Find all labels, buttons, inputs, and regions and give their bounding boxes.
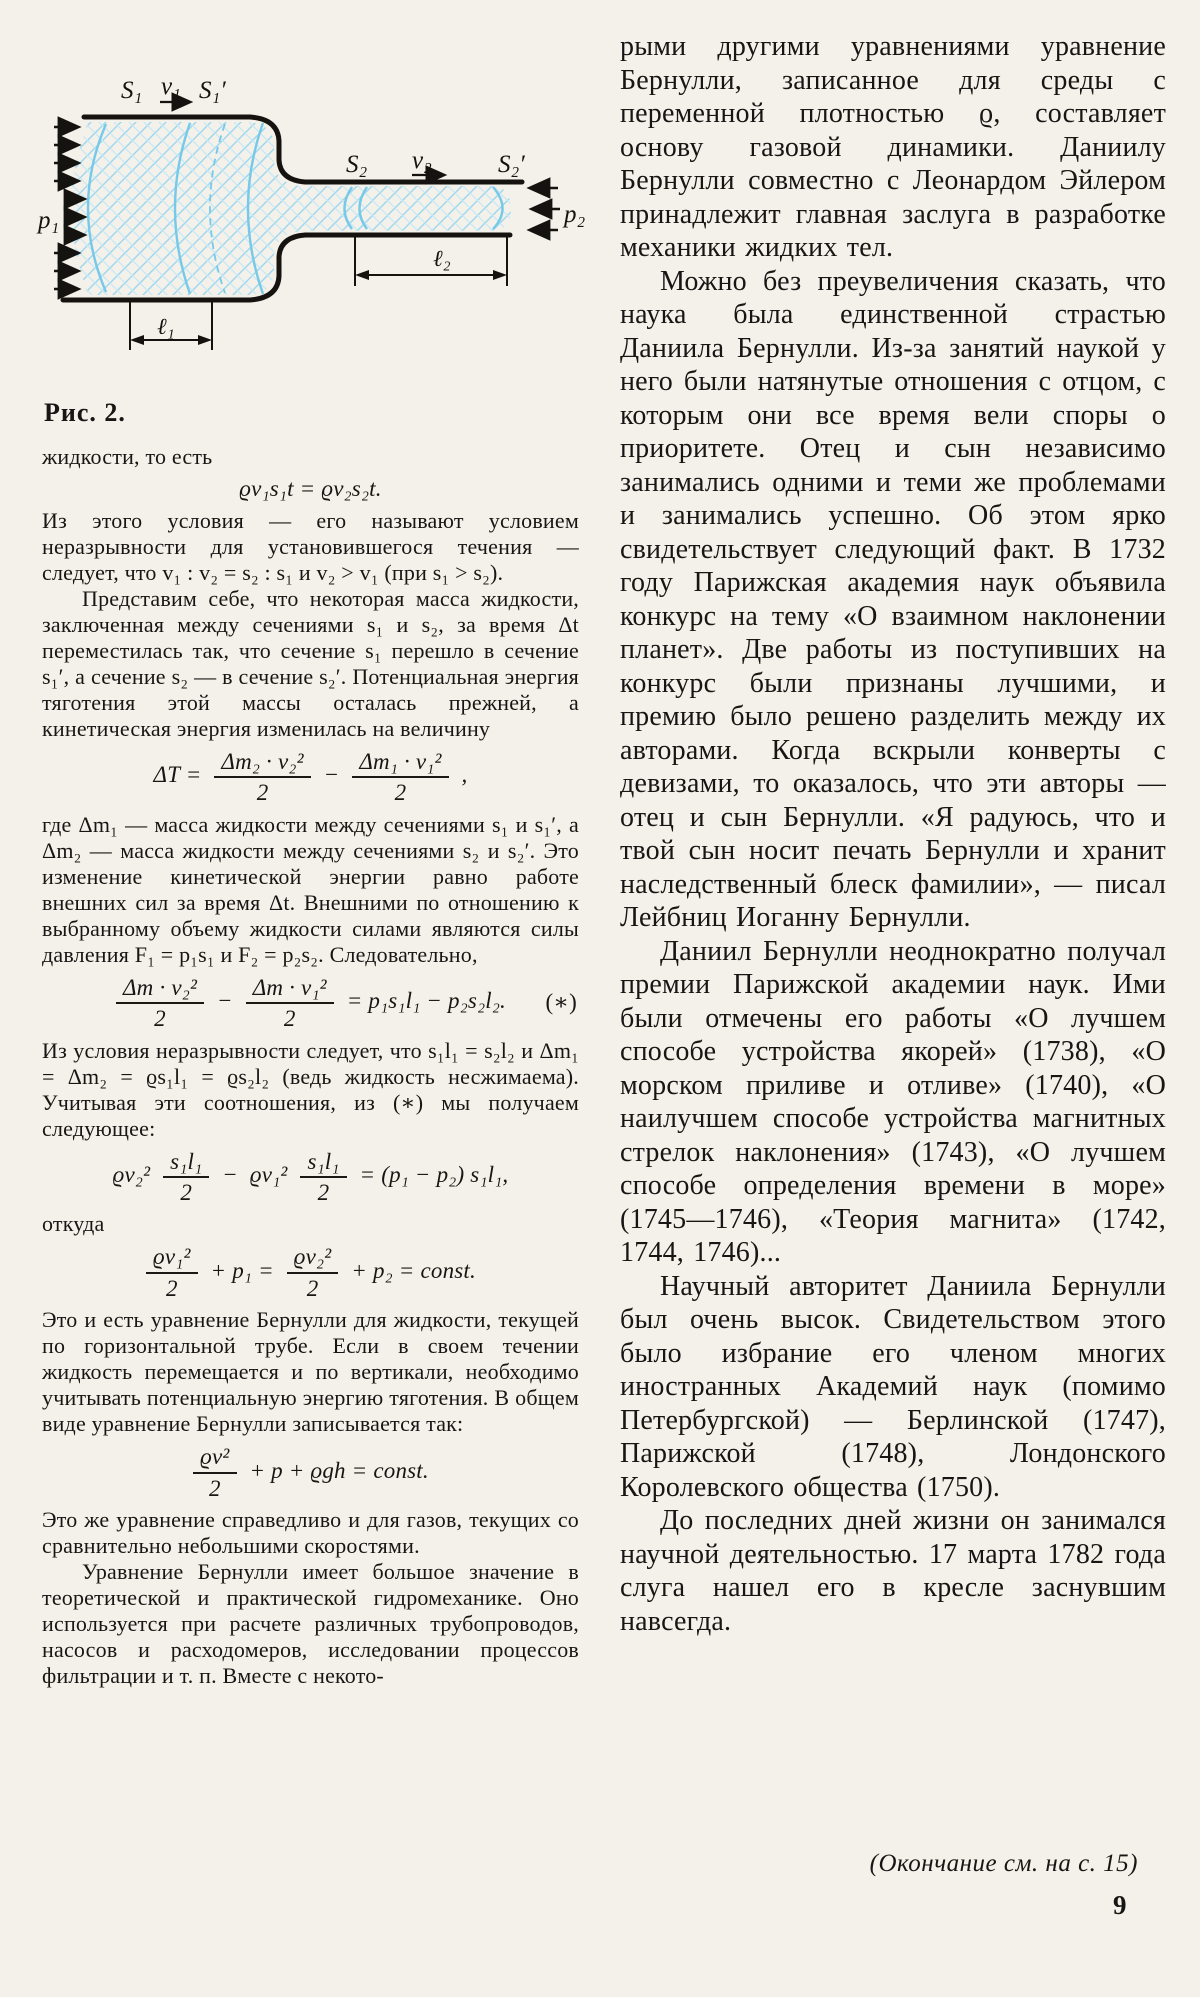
fraction: $\frac{\text{s₁l₁}}{2}$ (300, 1150, 346, 1205)
coefficient: ϱv₂² (112, 1162, 151, 1188)
coefficient: ϱv₁² (249, 1162, 288, 1188)
paragraph: Научный авторитет Даниила Бернулли был очень высок. Свидетельством этого было избрание его членом многих иностранных Академий наук (помимо Петербургской) — Берлинской (1747), Парижской (1748), Лондонского Королевского общества (1750). (620, 1270, 1166, 1503)
minus-sign: − (222, 1162, 238, 1188)
label-s1-prime: S₁′ (199, 77, 226, 104)
paragraph: Можно без преувеличения сказать, что наука была единственной страстью Даниила Бернулли. Из-за занятий наукой у него были натянутые отношения с отцом, с которым они все время вели споры о приоритете. Отец и сын независимо занимались одними и теми же проблемами и занимались успешно. Об этом ярко свидетельствует следующий факт. В 1732 году Парижская академия наук объявила конкурс на тему «О взаимном наклонении планет». Две работы из поступивших на конкурс были признаны лучшими, и премию было решено разделить между их авторами. Когда вскрыли конверты с девизами, то оказалось, что эти авторы — отец и сын Бернулли. «Я радуюсь, что и твой сын носит печать Бернулли и хранит наследственный блеск фамилии», — писал Лейбниц Иоганну Бернулли. (620, 265, 1166, 933)
formula-work-energy (42, 976, 579, 1031)
page-number: 9 (1113, 1890, 1127, 1920)
fraction: $\frac{\text{ϱv₁²}}{2}$ (146, 1245, 198, 1300)
paragraph: Это и есть уравнение Бернулли для жидкости, текущей по горизонтальной трубе. Если в своем течении жидкость перемещается и по вертикали, необходимо учитывать потенциальную энергию тяготения. В общем виде уравнение Бернулли записывается так: (42, 1307, 579, 1437)
dimension-l2 (355, 237, 507, 286)
label-l1: ℓ₁ (157, 314, 175, 339)
right-column (620, 30, 1166, 1638)
fraction: $\frac{\text{s₁l₁}}{2}$ (163, 1150, 209, 1205)
formula-kinetic-energy-change (42, 750, 579, 805)
label-s2-prime: S₂′ (498, 151, 525, 178)
formula-continuity (42, 475, 579, 504)
continuation-note: (Окончание см. на с. 15) (869, 1850, 1138, 1877)
label-s2: S₂ (346, 151, 368, 178)
fraction: $\frac{\text{Δm₁ · v₁²}}{2}$ (352, 750, 448, 805)
paragraph: откуда (42, 1211, 105, 1237)
formula-bernoulli-general (42, 1445, 579, 1500)
formula-intermediate (42, 1150, 579, 1205)
label-v2: v₂ (412, 147, 432, 174)
label-v1: v₁ (161, 73, 181, 100)
formula-bernoulli-horizontal (42, 1245, 579, 1300)
paragraph: рыми другими уравнениями уравнение Бернулли, записанное для среды с переменной плотностью ϱ, составляет основу газовой динамики. Даниилу Бернулли совместно с Леонардом Эйлером принадлежит главная заслуга в разработке механики жидких тел. (620, 31, 1166, 263)
fraction: $\frac{\text{Δm · v₁²}}{2}$ (246, 976, 334, 1031)
pipe-flow-diagram (20, 28, 600, 360)
formula-lhs: ΔT = (153, 762, 202, 788)
paragraph: До последних дней жизни он занимался научной деятельностью. 17 марта 1782 года слуга нашел его в кресле заснувшим навсегда. (620, 1505, 1166, 1637)
formula-rhs: = p₁s₁l₁ − p₂s₂l₂. (346, 988, 507, 1014)
paragraph: Из этого условия — его называют условием неразрывности для установившегося течения — следует, что v₁ : v₂ = s₂ : s₁ и v₂ > v₁ (при s₁ > s₂). (42, 507, 579, 585)
formula-mid: + p₁ = (210, 1258, 274, 1284)
paragraph-intro: жидкости, то есть (42, 444, 213, 469)
label-s1: S₁ (121, 77, 143, 104)
label-l2: ℓ₂ (433, 246, 451, 271)
paragraph: Представим себе, что некоторая масса жидкости, заключенная между сечениями s₁ и s₂, за время Δt переместилась так, что сечение s₁ перешло в сечение s₁′, а сечение s₂ — в сечение s₂′. Потенциальная энергия тяготения этой массы осталась прежней, а кинетическая энергия изменилась на величину (42, 585, 579, 741)
formula-rhs: + p + ϱgh = const. (249, 1458, 429, 1484)
paragraph: Из условия неразрывности следует, что s₁l₁ = s₂l₂ и Δm₁ = Δm₂ = ϱs₁l₁ = ϱs₂l₂ (ведь жидкость несжимаема). Учитывая эти соотношения, из (∗) мы получаем следующее: (42, 1037, 579, 1141)
paragraph: Даниил Бернулли неоднократно получал премии Парижской академии наук. Ими были отмечены его работы «О лучшем способе устройства якорей» (1738), «О морском приливе и отливе» (1740), «О наилучшем способе устройства магнитных стрелок наклонения» (1743), «О лучшем способе определения времени в море» (1745—1746), «Теория магнита» (1742, 1744, 1746)... (620, 935, 1166, 1268)
minus-sign: − (323, 762, 340, 788)
fraction: $\frac{\text{ϱv²}}{2}$ (193, 1445, 236, 1500)
fraction: $\frac{\text{ϱv₂²}}{2}$ (287, 1245, 339, 1300)
fraction: $\frac{\text{Δm · v₂²}}{2}$ (116, 976, 204, 1031)
minus-sign: − (217, 988, 233, 1014)
left-column (42, 444, 579, 1689)
formula-rhs: = (p₁ − p₂) s₁l₁, (359, 1162, 509, 1188)
paragraph: Уравнение Бернулли имеет большое значение в теоретической и практической гидромеханике. Оно используется при расчете различных трубопроводов, насосов и расходомеров, исследовании процессов фильтрации и т. п. Вместе с некото- (42, 1559, 579, 1689)
label-p1: p₁ (38, 207, 60, 234)
figure-caption: Рис. 2. (44, 398, 126, 427)
formula-text: ϱv₁s₁t = ϱv₂s₂t. (239, 476, 382, 501)
paragraph: Это же уравнение справедливо и для газов, текущих со сравнительно небольшими скоростями. (42, 1507, 579, 1559)
fraction: $\frac{\text{Δm₂ · v₂²}}{2}$ (214, 750, 310, 805)
formula-tail: + p₂ = const. (351, 1258, 476, 1284)
formula-tail: , (461, 762, 468, 788)
equation-tag: (∗) (545, 989, 577, 1015)
outlet-pressure-arrows (530, 188, 560, 230)
label-p2: p₂ (564, 201, 586, 228)
paragraph: где Δm₁ — масса жидкости между сечениями s₁ и s₁′, а Δm₂ — масса жидкости между сечениями s₂ и s₂′. Это изменение кинетической энергии равно работе внешних сил за время Δt. Внешними по отношению к выбранному объему жидкости силами являются силы давления F₁ = p₁s₁ и F₂ = p₂s₂. Следовательно, (42, 811, 579, 967)
